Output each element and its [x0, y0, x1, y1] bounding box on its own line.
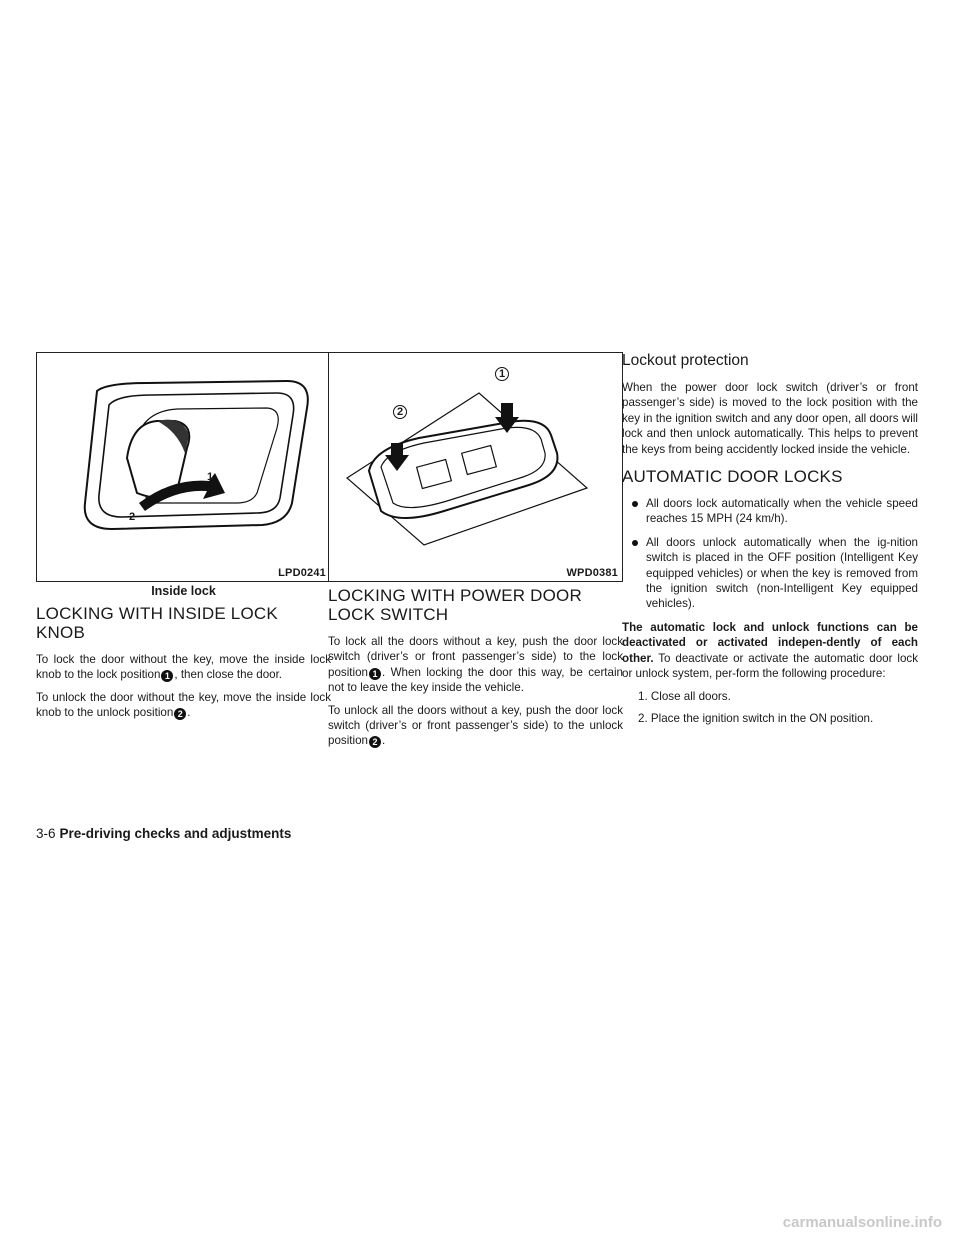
paragraph: To lock the door without the key, move the inside lock knob to the lock position 1 , then close the door.: [36, 653, 331, 682]
figure-code: WPD0381: [566, 567, 618, 579]
paragraph: When the power door lock switch (driver’s or front passenger’s side) is moved to the lock position with the key in the ignition switch and any door open, all doors will lock and then unlock automatically. This helps to prevent the keys from being accidently locked inside the vehicle.: [622, 381, 918, 456]
paragraph: To unlock all the doors without a key, push the door lock switch (driver’s or front passenger’s side) to the unlock position 2 .: [328, 703, 623, 748]
callout-number: 2: [369, 736, 381, 748]
subsection-heading-lockout: Lockout protection: [622, 352, 749, 369]
callout-2: 2: [393, 405, 407, 419]
footer-section-title: Pre-driving checks and adjustments: [59, 826, 292, 841]
list-item: 1. Close all doors.: [638, 689, 731, 703]
page-footer: [36, 826, 291, 841]
section-heading-auto-locks: AUTOMATIC DOOR LOCKS: [622, 467, 843, 487]
paragraph: To unlock the door without the key, move the inside lock knob to the unlock position 2 .: [36, 690, 331, 720]
callout-1: 1: [495, 367, 509, 381]
bullet-icon: [632, 540, 638, 546]
column-2: [328, 352, 623, 756]
steps-list: [622, 689, 918, 727]
power-switch-illustration: [329, 353, 621, 580]
figure-code: LPD0241: [278, 567, 326, 579]
paragraph: The automatic lock and unlock functions can be deactivated or activated indepen-dently of each other. To deactivate or activate the automatic door lock or unlock system, per-form the following procedure:: [622, 620, 918, 681]
watermark: carmanualsonline.info: [782, 1214, 942, 1231]
callout-2: 2: [129, 511, 136, 523]
callout-number: 1: [369, 668, 381, 680]
inside-lock-figure: [36, 352, 331, 582]
paragraph: To lock all the doors without a key, push the door lock switch (driver’s or front passenger’s side) to the lock position 1 . When locking the door this way, be certain not to leave the key inside the vehicle.: [328, 635, 623, 695]
list-item: All doors lock automatically when the vehicle speed reaches 15 MPH (24 km/h).: [622, 496, 918, 527]
callout-1: 1: [207, 471, 214, 483]
section-heading-inside-knob: LOCKING WITH INSIDE LOCK KNOB: [36, 604, 278, 642]
power-switch-figure: [328, 352, 623, 582]
page-number: 3-6: [36, 826, 56, 841]
callout-number: 2: [174, 708, 186, 720]
inside-lock-illustration: [37, 353, 329, 580]
section-heading-power-switch: LOCKING WITH POWER DOOR LOCK SWITCH: [328, 586, 582, 624]
list-item: 2. Place the ignition switch in the ON position.: [638, 711, 874, 725]
bullet-list: [622, 496, 918, 612]
column-3: [622, 352, 918, 733]
figure-caption: Inside lock: [151, 584, 216, 598]
list-item: All doors unlock automatically when the ig-nition switch is placed in the OFF position (Intelligent Key equipped vehicles) or when the key is removed from the ignition switch (non-Intelligent Key equipped vehicles).: [622, 535, 918, 612]
column-1: [36, 352, 331, 728]
callout-number: 1: [161, 670, 173, 682]
bullet-icon: [632, 501, 638, 507]
